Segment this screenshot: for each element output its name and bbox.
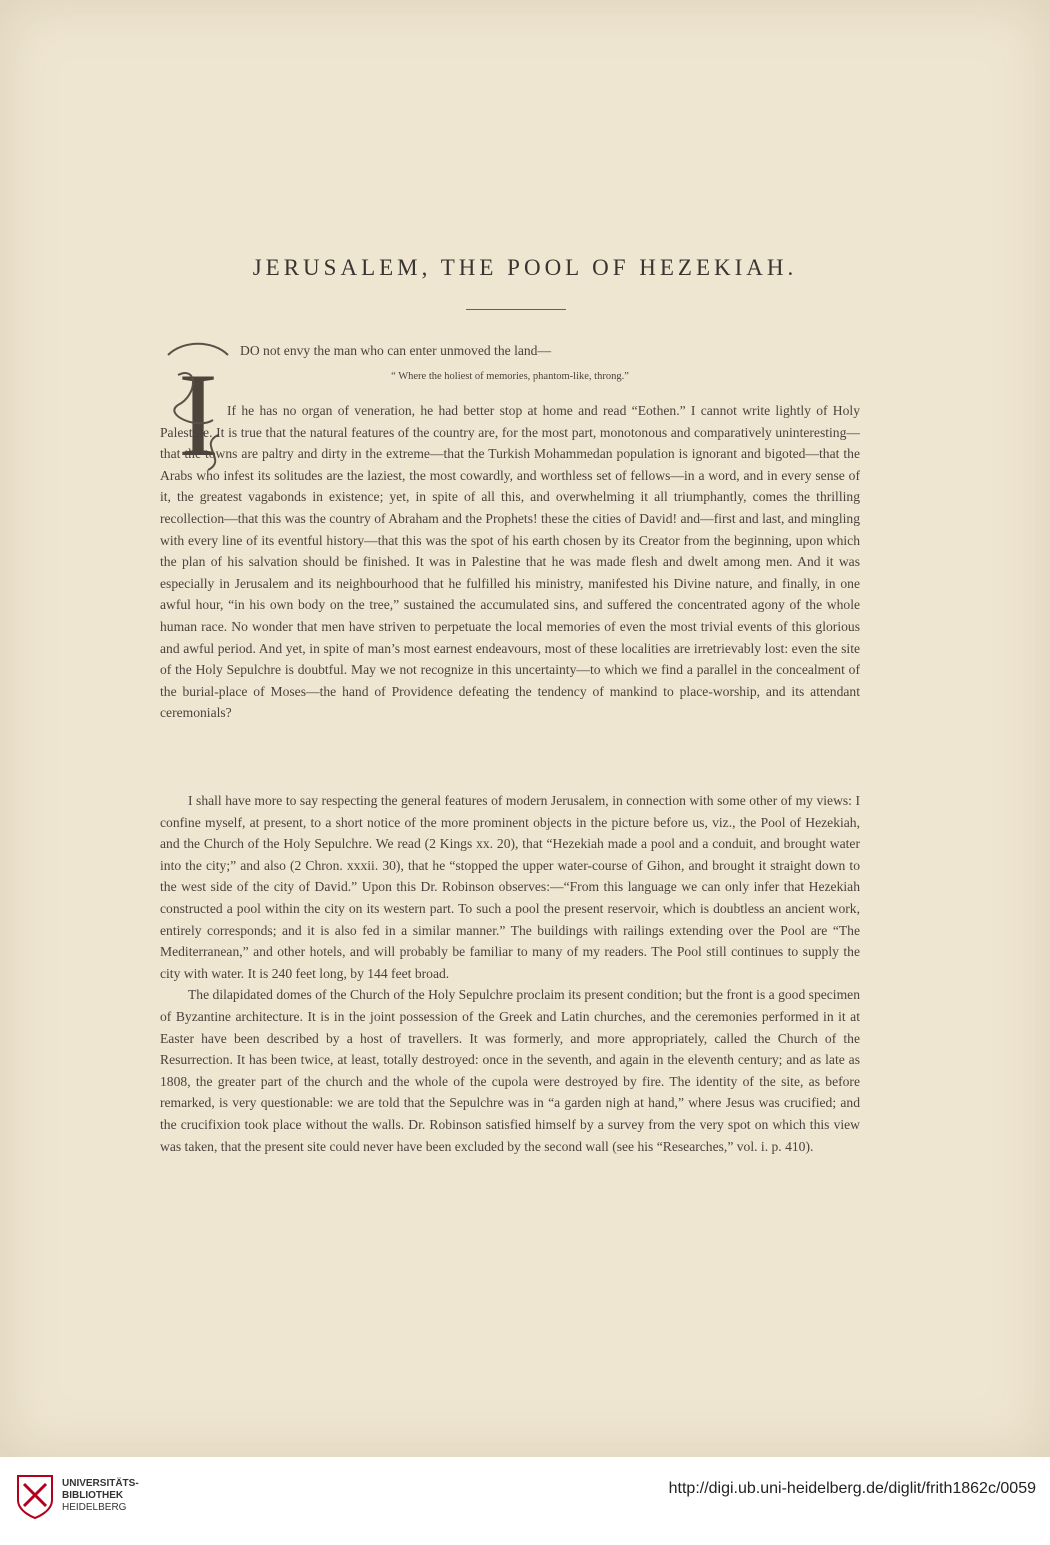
body-continued [160,790,860,1157]
svg-text:I: I [178,348,218,475]
library-logo-icon [14,1472,56,1520]
title-rule [466,309,566,310]
opening-line: DO not envy the man who can enter unmoved the land— [240,343,552,358]
library-name: UNIVERSITÄTS- BIBLIOTHEK HEIDELBERG [62,1478,139,1513]
page-title: JERUSALEM, THE POOL OF HEZEKIAH. [252,255,798,280]
source-url-link[interactable]: http://digi.ub.uni-heidelberg.de/diglit/frith1862c/0059 [668,1480,1036,1497]
epigraph-quote: “ Where the holiest of memories, phantom-like, throng.” [391,371,629,382]
paragraph-2: I shall have more to say respecting the general features of modern Jerusalem, in connection with some other of my views: I confine myself, at present, to a short notice of the more prominent objects in the picture before us, viz., the Pool of Hezekiah, and the Church of the Holy Sepulchre. We read (2 Kings xx. 20), that “Hezekiah made a pool and a conduit, and brought water into the city;” and also (2 Chron. xxxii. 30), that he “stopped the upper water-course of Gihon, and brought it straight down to the west side of the city of David.” Upon this Dr. Robinson observes:—“From this language we can only infer that Hezekiah constructed a pool within the city on its western part. To such a pool the present reservoir, which is doubtless an ancient work, entirely corresponds; and it is also fed in a similar manner.” The buildings with railings extending over the Pool are “The Mediterranean,” and other hotels, and will probably be familiar to many of my readers. The Pool still continues to supply the city with water. It is 240 feet long, by 144 feet broad. [160,793,860,981]
paragraph-3: The dilapidated domes of the Church of the Holy Sepulchre proclaim its present condition; but the front is a good specimen of Byzantine architecture. It is in the joint possession of the Greek and Latin churches, and the ceremonies performed in it at Easter have been described by a host of travellers. It was formerly, and more appropriately, called the Church of the Resurrection. It has been twice, at least, totally destroyed: once in the seventh, and again in the eleventh century; and as late as 1808, the greater part of the church and the whole of the cupola were destroyed by fire. The identity of the site, as before remarked, is very questionable: we are told that the Sepulchre was in “a garden nigh at hand,” where Jesus was crucified; and the crucifixion took place without the walls. Dr. Robinson satisfied himself by a survey from the very spot on which this view was taken, that the present site could never have been excluded by the second wall (see his “Researches,” vol. i. p. 410). [160,987,860,1154]
paragraph-1: If he has no organ of veneration, he had better stop at home and read “Eothen.” I cannot write lightly of Holy Palestine. It is true that the natural features of the country are, for the most part, monotonous and comparatively uninteresting—that the towns are paltry and dirty in the extreme—that the Turkish Mohammedan population is ignorant and bigoted—that the Arabs who infest its solitudes are the laziest, the most cowardly, and worthless set of fellows—in a word, and in every sense of it, the greatest vagabonds in existence; yet, in spite of all this, and overwhelming it all triumphantly, comes the thrilling recollection—that this was the country of Abraham and the Prophets! these the cities of David! and—first and last, and mingling with every line of its eventful history—that this was the spot of his earth chosen by its Creator from the beginning, upon which the plan of his salvation should be finished. It was in Palestine that he was made flesh and dwelt among men. And it was especially in Jerusalem and its neighbourhood that he fulfilled his ministry, manifested his Divine nature, and finally, in one awful hour, “in his own body on the tree,” sustained the accumulated sins, and suffered the concentrated agony of the whole human race. No wonder that men have striven to perpetuate the local memories of even the most trivial events of this glorious and awful period. And yet, in spite of man’s most earnest endeavours, most of these localities are irretrievably lost: even the site of the Holy Sepulchre is doubtful. May we not recognize in this uncertainty—to which we find a parallel in the concealment of the burial-place of Moses—the hand of Providence defeating the tendency of mankind to place-worship, and its attendant ceremonials? [160,403,860,721]
footer-bar [0,1457,1050,1545]
